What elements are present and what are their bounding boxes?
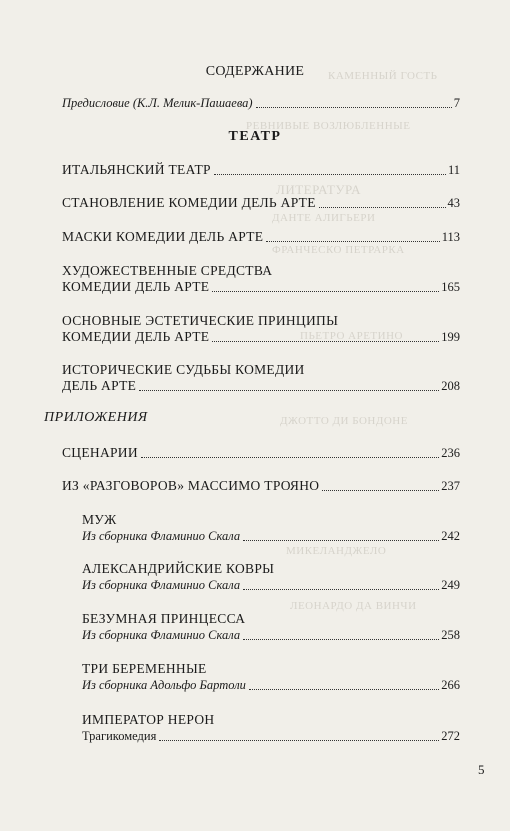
entry-title-line1: ОСНОВНЫЕ ЭСТЕТИЧЕСКИЕ ПРИНЦИПЫ	[62, 313, 339, 328]
page-number: 11	[447, 163, 460, 177]
preface-title: Предисловие (К.Л. Мелик-Пашаева)	[62, 96, 253, 110]
toc-entry[interactable]	[82, 628, 460, 643]
dot-leader	[243, 639, 439, 640]
entry-source: Из сборника Адольфо Бартоли	[82, 678, 246, 692]
folio-number: 5	[478, 762, 485, 777]
toc-entry[interactable]	[62, 162, 460, 178]
show-through-text: ДЖОТТО ДИ БОНДОНЕ	[280, 415, 408, 427]
page-number: 199	[441, 330, 460, 344]
dot-leader	[139, 390, 439, 391]
toc-entry[interactable]	[62, 329, 460, 345]
toc-entry[interactable]	[62, 478, 460, 494]
show-through-text: ЛЕОНАРДО ДА ВИНЧИ	[290, 600, 417, 612]
page-number: 43	[447, 196, 460, 210]
entry-source: Из сборника Фламинио Скала	[82, 578, 241, 592]
show-through-text: ЛИТЕРАТУРА	[276, 182, 361, 197]
dot-leader	[256, 107, 452, 108]
page-number: 208	[441, 379, 460, 393]
toc-entry-preface[interactable]	[62, 96, 460, 111]
entry-title: ДЕЛЬ АРТЕ	[62, 378, 137, 393]
show-through-text: КАМЕННЫЙ ГОСТЬ	[328, 70, 438, 82]
show-through-text: РЕВНИВЫЕ ВОЗЛЮБЛЕННЫЕ	[246, 120, 411, 132]
page-number: 165	[441, 280, 460, 294]
page-number: 266	[441, 678, 460, 692]
scenario-title: МУЖ	[82, 512, 117, 527]
dot-leader	[266, 241, 439, 242]
toc-entry[interactable]	[62, 279, 460, 295]
toc-entry[interactable]	[82, 729, 460, 744]
entry-title-line1: ХУДОЖЕСТВЕННЫЕ СРЕДСТВА	[62, 263, 273, 278]
entry-title: СЦЕНАРИИ	[62, 445, 138, 460]
dot-leader	[243, 540, 439, 541]
page-number: 113	[441, 230, 460, 244]
dot-leader	[322, 490, 439, 491]
page-number: 7	[453, 96, 460, 110]
dot-leader	[141, 457, 439, 458]
entry-source: Из сборника Фламинио Скала	[82, 628, 241, 642]
toc-entry[interactable]	[82, 578, 460, 593]
dot-leader	[214, 174, 446, 175]
entry-title: ИТАЛЬЯНСКИЙ ТЕАТР	[62, 162, 211, 177]
entry-title: КОМЕДИИ ДЕЛЬ АРТЕ	[62, 329, 210, 344]
dot-leader	[212, 291, 439, 292]
dot-leader	[249, 689, 439, 690]
page-number: 236	[441, 446, 460, 460]
dot-leader	[319, 207, 446, 208]
scenario-title: ИМПЕРАТОР НЕРОН	[82, 712, 215, 727]
page-number: 237	[441, 479, 460, 493]
dot-leader	[159, 740, 439, 741]
dot-leader	[212, 341, 439, 342]
entry-title: КОМЕДИИ ДЕЛЬ АРТЕ	[62, 279, 210, 294]
page-number: 249	[441, 578, 460, 592]
entry-title: ИЗ «РАЗГОВОРОВ» МАССИМО ТРОЯНО	[62, 478, 320, 493]
entry-title-line1: ИСТОРИЧЕСКИЕ СУДЬБЫ КОМЕДИИ	[62, 362, 305, 377]
toc-entry[interactable]	[82, 529, 460, 544]
appendix-title: ПРИЛОЖЕНИЯ	[44, 410, 148, 425]
contents-title: СОДЕРЖАНИЕ	[205, 64, 305, 79]
show-through-text: МИКЕЛАНДЖЕЛО	[286, 545, 387, 557]
entry-source: Из сборника Фламинио Скала	[82, 529, 241, 543]
dot-leader	[243, 589, 439, 590]
show-through-text: ФРАНЧЕСКО ПЕТРАРКА	[272, 244, 405, 256]
entry-title: СТАНОВЛЕНИЕ КОМЕДИИ ДЕЛЬ АРТЕ	[62, 195, 316, 210]
scenario-title: ТРИ БЕРЕМЕННЫЕ	[82, 661, 207, 676]
page-number: 258	[441, 628, 460, 642]
toc-entry[interactable]	[62, 229, 460, 245]
entry-subtitle: Трагикомедия	[82, 729, 157, 743]
toc-entry[interactable]	[62, 378, 460, 394]
toc-entry[interactable]	[82, 678, 460, 693]
show-through-text: ДАНТЕ АЛИГЬЕРИ	[272, 212, 376, 224]
scenario-title: АЛЕКСАНДРИЙСКИЕ КОВРЫ	[82, 561, 275, 576]
page-number: 242	[441, 529, 460, 543]
show-through-text: ПЬЕТРО АРЕТИНО	[300, 330, 403, 342]
entry-title: МАСКИ КОМЕДИИ ДЕЛЬ АРТЕ	[62, 229, 264, 244]
scenario-title: БЕЗУМНАЯ ПРИНЦЕССА	[82, 611, 246, 626]
toc-entry[interactable]	[62, 445, 460, 461]
part-title: ТЕАТР	[228, 129, 282, 144]
page-number: 272	[441, 729, 460, 743]
toc-entry[interactable]	[62, 195, 460, 211]
